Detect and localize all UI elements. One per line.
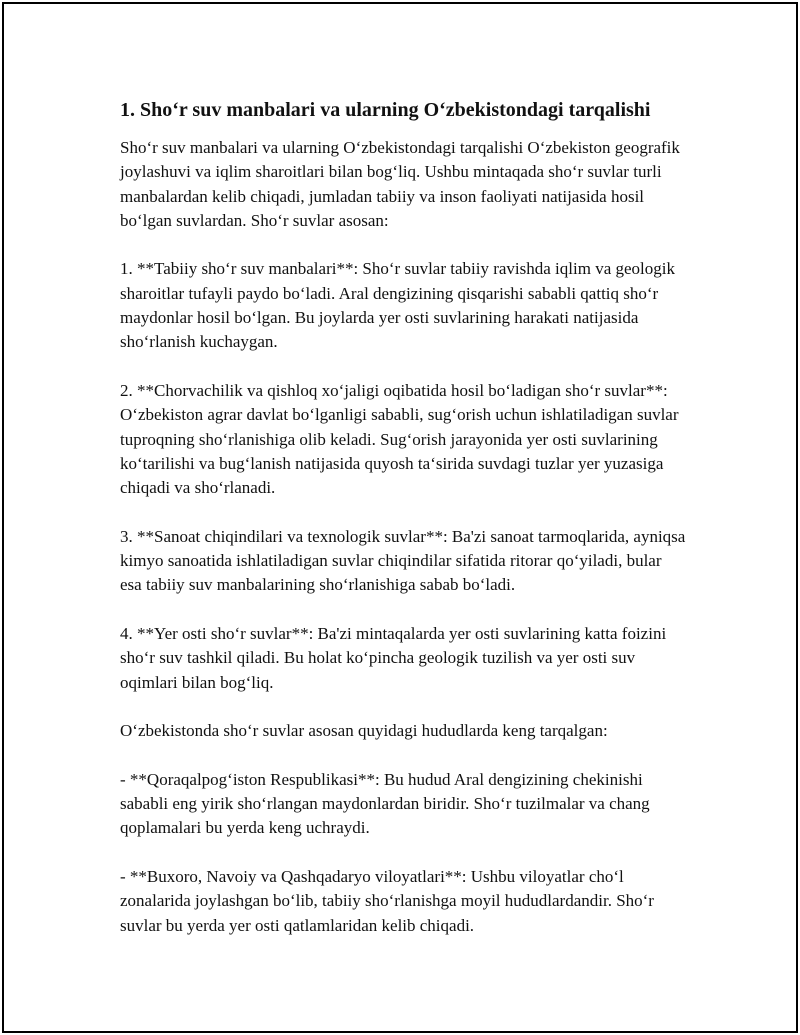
paragraph-item-3: 3. **Sanoat chiqindilari va texnologik suvlar**: Ba'zi sanoat tarmoqlarida, ayniqsa kimyo sanoatida ishlatiladigan suvlar chiqindilar sifatida ritorar qo‘yiladi, bular esa tabiiy suv manbalarining sho‘rlanishiga sabab bo‘ladi.	[120, 526, 686, 595]
paragraph-region-1: - **Qoraqalpog‘iston Respublikasi**: Bu hudud Aral dengizining chekinishi sababli eng yirik sho‘rlangan maydonlardan biridir. Sho‘r tuzilmalar va chang qoplamalari bu yerda keng uchraydi.	[120, 769, 650, 838]
page-frame	[2, 2, 798, 1033]
paragraph-region-2: - **Buxoro, Navoiy va Qashqadaryo viloyatlari**: Ushbu viloyatlar cho‘l zonalarida joylashgan bo‘lib, tabiiy sho‘rlanishga moyil hududlardandir. Sho‘r suvlar bu yerda yer osti qatlamlaridan kelib chiqadi.	[120, 866, 654, 935]
paragraph-intro: Sho‘r suv manbalari va ularning O‘zbekistondagi tarqalishi O‘zbekiston geografik joylashuvi va iqlim sharoitlari bilan bog‘liq. Ushbu mintaqada sho‘r suvlar turli manbalardan kelib chiqadi, jumladan tabiiy va inson faoliyati natijasida hosil bo‘lgan suvlardan. Sho‘r suvlar asosan:	[120, 138, 680, 230]
paragraph-item-2: 2. **Chorvachilik va qishloq xo‘jaligi oqibatida hosil bo‘ladigan sho‘r suvlar**: O‘zbekiston agrar davlat bo‘lganligi sababli, sug‘orish uchun ishlatiladigan suvlar tuproqning sho‘rlanishiga olib keladi. Sug‘orish jarayonida yer osti suvlarining ko‘tarilishi va bug‘lanish natijasida quyosh ta‘sirida suvdagi tuzlar yer yuzasiga chiqadi va sho‘rlanadi.	[120, 380, 679, 498]
document-body	[120, 96, 686, 938]
paragraph-item-4: 4. **Yer osti sho‘r suvlar**: Ba'zi mintaqalarda yer osti suvlarining katta foizini sho‘r suv tashkil qiladi. Bu holat ko‘pincha geologik tuzilish va yer osti suv oqimlari bilan bog‘liq.	[120, 623, 667, 692]
document-title: 1. Sho‘r suv manbalari va ularning O‘zbekistondagi tarqalishi	[120, 99, 651, 121]
paragraph-regions-intro: O‘zbekistonda sho‘r suvlar asosan quyidagi hududlarda keng tarqalgan:	[120, 721, 608, 741]
paragraph-item-1: 1. **Tabiiy sho‘r suv manbalari**: Sho‘r suvlar tabiiy ravishda iqlim va geologik sharoitlar tufayli paydo bo‘ladi. Aral dengizining qisqarishi sababli qattiq sho‘r maydonlar hosil bo‘lgan. Bu joylarda yer osti suvlarining harakati natijasida sho‘rlanish kuchaygan.	[120, 259, 675, 352]
